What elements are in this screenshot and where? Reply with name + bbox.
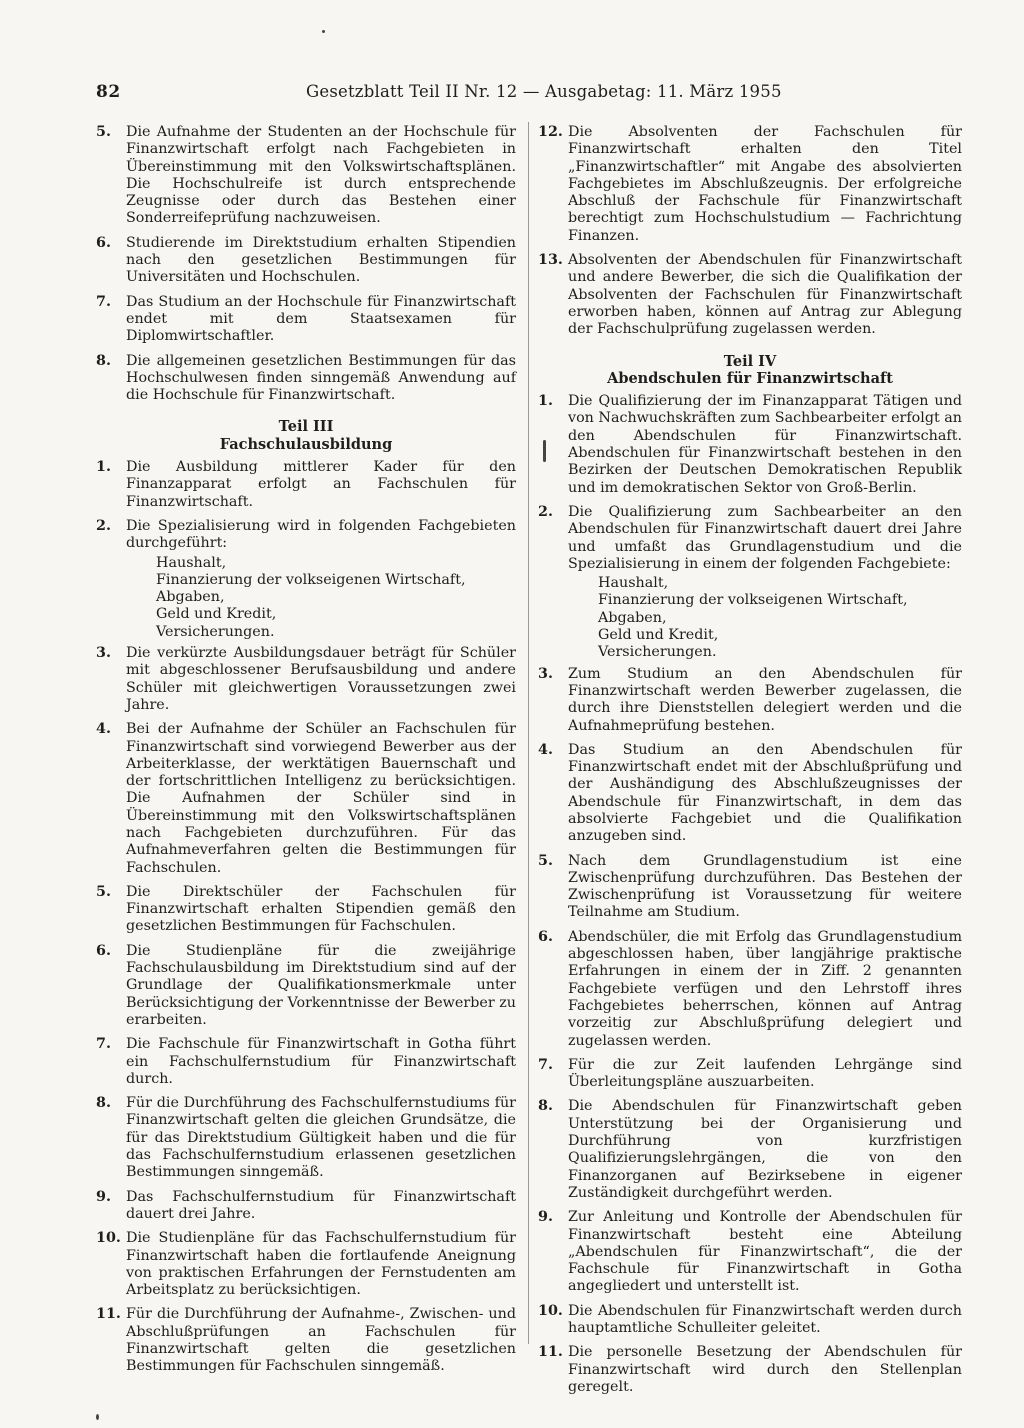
left-items-a: [96, 124, 516, 404]
list-item: [96, 943, 516, 1029]
left-column: [96, 124, 516, 1383]
item-number: 5.: [96, 124, 111, 140]
item-number: 6.: [538, 928, 553, 945]
list-item: [96, 124, 516, 228]
list-item: [538, 742, 962, 846]
list-item: [96, 1036, 516, 1088]
list-item: [538, 252, 962, 338]
item-number: 9.: [96, 1188, 111, 1205]
fachgebiet-entry: Versicherungen.: [598, 644, 717, 661]
item-text: Die allgemeinen gesetzlichen Bestimmungen für das Hochschulwesen finden sinngemäß Anwendung auf die Hochschule für Finanzwirtschaft.: [126, 352, 516, 404]
list-item: [538, 124, 962, 245]
right-column: [538, 124, 962, 1403]
fachgebiete-list: [126, 555, 516, 641]
item-number: 3.: [96, 645, 111, 662]
item-text: Die Qualifizierung zum Sachbearbeiter an den Abendschulen für Finanzwirtschaft dauert drei Jahre und umfaßt das Grundlagenstudium und die Spezialisierung in einem der folgenden Fachgebiete:: [568, 503, 962, 572]
list-item: [538, 929, 962, 1050]
list-item: [538, 1344, 962, 1396]
list-item: [538, 853, 962, 922]
item-number: 6.: [96, 234, 111, 251]
item-number: 1.: [96, 459, 111, 476]
item-number: 13.: [538, 252, 563, 269]
list-item: [538, 393, 962, 497]
item-text: Die Spezialisierung wird in folgenden Fachgebieten durchgeführt:: [126, 517, 516, 552]
fachgebiet-entry: Abgaben,: [156, 589, 225, 606]
list-item: [96, 645, 516, 714]
list-item: [538, 1303, 962, 1338]
item-text: Bei der Aufnahme der Schüler an Fachschulen für Finanzwirtschaft sind vorwiegend Bewerber aus der Arbeiterklasse, der werktätigen Bauernschaft und der fortschrittlichen Intelligenz zu berücksichtigen. Die Aufnahmen der Schüler sind in Übereinstimmung mit den Volkswirtschaftsplänen nach Fachgebieten durchzuführen. Für das Aufnahmeverfahren gelten die Bestimmungen für Fachschulen.: [126, 721, 516, 876]
item-number: 2.: [96, 517, 111, 534]
item-number: 12.: [538, 124, 563, 140]
fachgebiete-list: [568, 575, 962, 661]
list-item: [538, 1057, 962, 1092]
item-number: 11.: [538, 1344, 563, 1361]
list-item: [538, 504, 962, 573]
item-number: 8.: [96, 1095, 111, 1112]
scan-speck: [322, 30, 325, 33]
item-text: Das Studium an den Abendschulen für Finanzwirtschaft endet mit der Abschlußprüfung und der Aushändigung des Abschlußzeugnisses der Abendschule für Finanzwirtschaft, in dem das absolvierte Fachgebiet und die Qualifikation anzugeben sind.: [568, 741, 962, 845]
item-text: Absolventen der Abendschulen für Finanzwirtschaft und andere Bewerber, die sich die Qualifikation der Absolventen der Fachschulen für Finanzwirtschaft erworben haben, können auf Antrag zur Ablegung der Fachschulprüfung zugelassen werden.: [568, 252, 962, 338]
item-number: 4.: [96, 721, 111, 738]
item-number: 5.: [538, 852, 553, 869]
item-number: 8.: [96, 352, 111, 369]
item-number: 10.: [538, 1302, 563, 1319]
item-number: 2.: [538, 503, 553, 520]
part-4-subtitle: Abendschulen für Finanzwirtschaft: [607, 369, 893, 387]
item-text: Zum Studium an den Abendschulen für Finanzwirtschaft werden Bewerber zugelassen, die durch ihre Dienststellen delegiert werden und die Aufnahmeprüfung bestehen.: [568, 665, 962, 734]
item-number: 1.: [538, 393, 553, 410]
item-text: Die verkürzte Ausbildungsdauer beträgt für Schüler mit abgeschlossener Berufsausbildung und andere Schüler mit gleichwertigen Voraussetzungen zwei Jahre.: [126, 645, 516, 713]
left-items-b: [96, 645, 516, 1376]
list-item: [96, 294, 516, 346]
list-item: [538, 1209, 962, 1295]
item-text: Die personelle Besetzung der Abendschulen für Finanzwirtschaft wird durch den Stellenplan geregelt.: [568, 1344, 962, 1395]
item-text: Die Direktschüler der Fachschulen für Finanzwirtschaft erhalten Stipendien gemäß den gesetzlichen Bestimmungen für Fachschulen.: [126, 883, 516, 935]
list-item: [96, 518, 516, 553]
item-text: Die Absolventen der Fachschulen für Finanzwirtschaft erhalten den Titel „Finanzwirtschaftler“ mit Angabe des absolvierten Fachgebietes im Abschlußzeugnis. Der erfolgreiche Abschluß der Fachschule für Finanzwirtschaft berechtigt zum Hochschulstudium — Fachrichtung Finanzen.: [568, 124, 962, 244]
item-text: Die Abendschulen für Finanzwirtschaft geben Unterstützung bei der Organisierung und Durchführung von kurzfristigen Qualifizierungslehrgängen, die von den Finanzorganen auf Bezirksebene in eigener Zuständigkeit durchgeführt werden.: [568, 1098, 962, 1201]
list-item: [96, 1095, 516, 1181]
item-number: 4.: [538, 741, 553, 758]
item-text: Für die Durchführung der Aufnahme-, Zwischen- und Abschlußprüfungen an Fachschulen für Finanzwirtschaft gelten die gesetzlichen Bestimmungen für Fachschulen sinngemäß.: [126, 1306, 516, 1375]
column-divider: [528, 122, 529, 1344]
item-text: Nach dem Grundlagenstudium ist eine Zwischenprüfung durchzuführen. Das Bestehen der Zwischenprüfung ist Voraussetzung für weitere Teilnahme am Studium.: [568, 852, 962, 921]
fachgebiet-entry: Versicherungen.: [156, 623, 275, 640]
scan-speck: [96, 1414, 99, 1420]
fachgebiet-entry: Finanzierung der volkseigenen Wirtschaft,: [598, 592, 908, 609]
fachgebiet-entry: Geld und Kredit,: [156, 606, 277, 623]
fachgebiet-entry: Geld und Kredit,: [598, 627, 719, 644]
item-number: 11.: [96, 1306, 121, 1323]
fachgebiet-entry: Finanzierung der volkseigenen Wirtschaft,: [156, 571, 466, 588]
item-text: Für die zur Zeit laufenden Lehrgänge sind Überleitungspläne auszuarbeiten.: [568, 1056, 962, 1091]
item-text: Die Studienpläne für die zweijährige Fachschulausbildung im Direktstudium sind auf der Grundlage der Qualifikationsmerkmale unter Berücksichtigung der Vorkenntnisse der Bewerber zu erarbeiten.: [126, 942, 516, 1028]
right-items-a: [538, 124, 962, 339]
item-number: 9.: [538, 1209, 553, 1226]
fachgebiet-entry: Haushalt,: [598, 575, 669, 592]
part-3-title: Teil III: [278, 418, 334, 436]
fachgebiet-entry: Haushalt,: [156, 554, 227, 571]
item-number: 7.: [96, 1036, 111, 1053]
item-number: 5.: [96, 883, 111, 900]
part-4-title: Teil IV: [723, 352, 777, 370]
item-number: 8.: [538, 1098, 553, 1115]
item-text: Die Abendschulen für Finanzwirtschaft werden durch hauptamtliche Schulleiter geleitet.: [568, 1302, 962, 1336]
list-item: [96, 353, 516, 405]
item-text: Zur Anleitung und Kontrolle der Abendschulen für Finanzwirtschaft besteht eine Abteilung „Abendschulen für Finanzwirtschaft“, die der Fachschule für Finanzwirtschaft in Gotha angegliedert und unterstellt ist.: [568, 1209, 962, 1295]
item-text: Das Fachschulfernstudium für Finanzwirtschaft dauert drei Jahre.: [126, 1188, 516, 1222]
list-item: [96, 721, 516, 877]
list-item: [96, 235, 516, 287]
item-text: Das Studium an der Hochschule für Finanzwirtschaft endet mit dem Staatsexamen für Diplomwirtschaftler.: [126, 293, 516, 345]
list-item: [96, 1189, 516, 1224]
item-number: 7.: [96, 293, 111, 310]
page-number: 82: [96, 82, 121, 102]
list-item: [538, 666, 962, 735]
item-text: Die Aufnahme der Studenten an der Hochschule für Finanzwirtschaft erfolgt nach Fachgebieten in Übereinstimmung mit den Volkswirtschaftsplänen. Die Hochschulreife ist durch entsprechende Zeugnisse oder durch das Bestehen einer Sonderreifeprüfung nachzuweisen.: [126, 124, 516, 227]
list-item: [538, 1098, 962, 1202]
item-number: 10.: [96, 1230, 121, 1247]
list-item: [96, 459, 516, 511]
item-number: 3.: [538, 665, 553, 682]
item-text: Abendschüler, die mit Erfolg das Grundlagenstudium abgeschlossen haben, über langjährige praktische Erfahrungen in einem der in Ziff. 2 genannten Fachgebiete verfügen und den Lehrstoff ihres Fachgebietes beherrschen, können auf Antrag vorzeitig zur Abschlußprüfung delegiert und zugelassen werden.: [568, 928, 962, 1049]
item-text: Studierende im Direktstudium erhalten Stipendien nach den gesetzlichen Bestimmungen für Universitäten und Hochschulen.: [126, 234, 516, 286]
item-number: 6.: [96, 942, 111, 959]
item-text: Die Qualifizierung der im Finanzapparat Tätigen und von Nachwuchskräften zum Sachbearbeiter erfolgt an den Abendschulen für Finanzwirtschaft. Abendschulen für Finanzwirtschaft bestehen in den Bezirken der Deutschen Demokratischen Republik und im demokratischen Sektor von Groß-Berlin.: [568, 393, 963, 496]
part-3-subtitle: Fachschulausbildung: [219, 435, 393, 453]
item-text: Die Fachschule für Finanzwirtschaft in Gotha führt ein Fachschulfernstudium für Finanzwirtschaft durch.: [126, 1036, 516, 1087]
item-text: Die Studienpläne für das Fachschulfernstudium für Finanzwirtschaft haben die fortlaufende Aneignung von praktischen Erfahrungen der Fernstudenten am Arbeitsplatz zu berücksichtigen.: [126, 1230, 516, 1299]
item-text: Für die Durchführung des Fachschulfernstudiums für Finanzwirtschaft gelten die gleichen Grundsätze, die für das Direktstudium Gültigkeit haben und die für das Fachschulfernstudium erlassenen gesetzlichen Bestimmungen sinngemäß.: [126, 1095, 516, 1181]
right-items-b: [538, 666, 962, 1397]
running-head: Gesetzblatt Teil II Nr. 12 — Ausgabetag: 11. März 1955: [306, 82, 782, 101]
list-item: [96, 884, 516, 936]
fachgebiet-entry: Abgaben,: [598, 609, 667, 626]
item-text: Die Ausbildung mittlerer Kader für den Finanzapparat erfolgt an Fachschulen für Finanzwirtschaft.: [126, 459, 516, 510]
list-item: [96, 1306, 516, 1375]
item-number: 7.: [538, 1056, 553, 1073]
list-item: [96, 1230, 516, 1299]
